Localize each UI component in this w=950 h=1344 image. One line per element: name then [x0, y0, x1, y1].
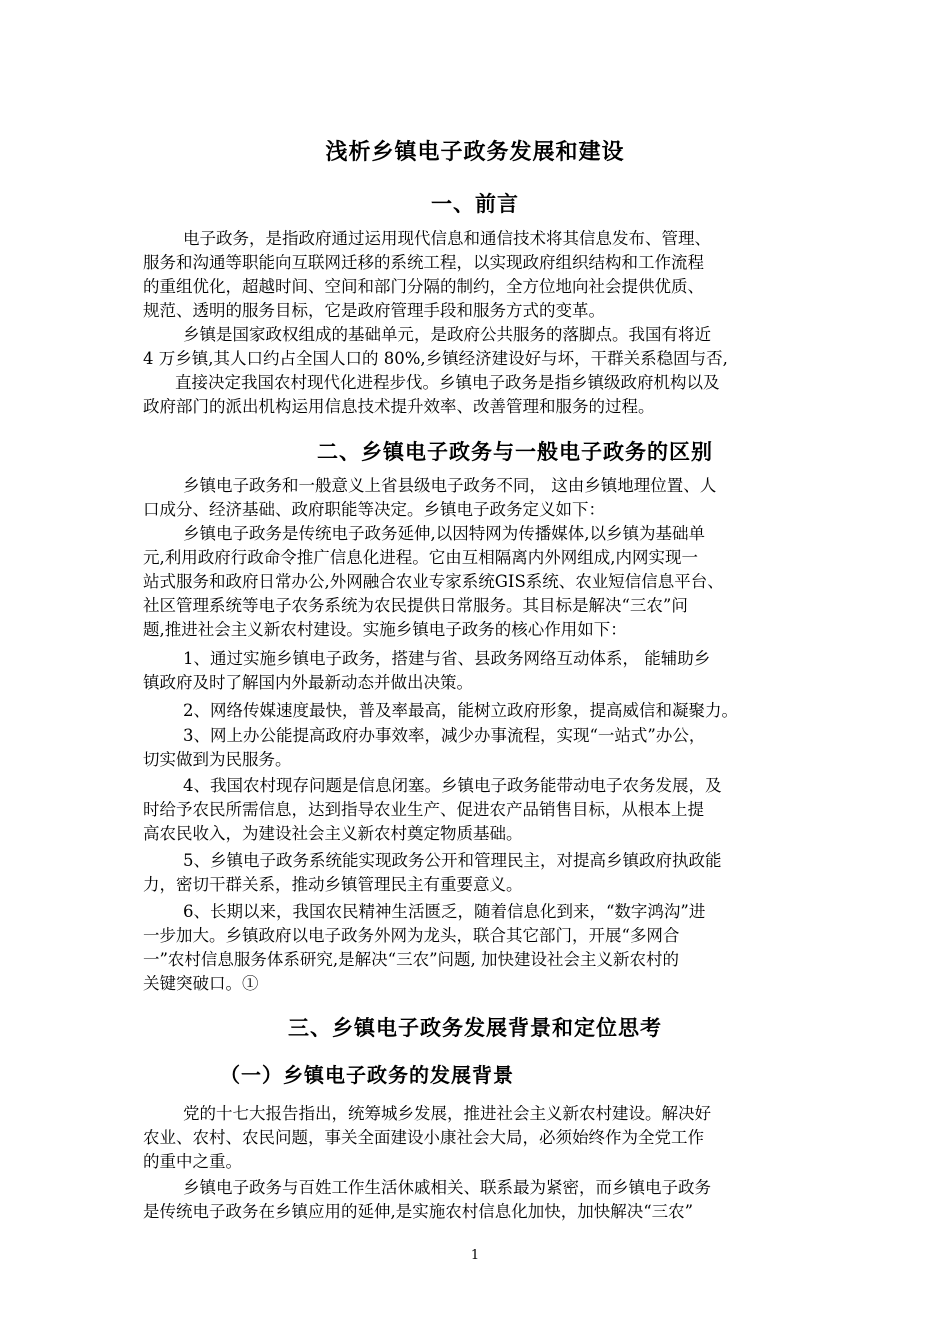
- section-heading-1: 一、前言: [431, 192, 519, 216]
- paragraph-line: 政府部门的派出机构运用信息技术提升效率、改善管理和服务的过程。: [143, 397, 655, 416]
- paragraph-line: 是传统电子政务在乡镇应用的延伸,是实施农村信息化加快，加快解决“三农”: [143, 1202, 694, 1221]
- paragraph-line: 4 万乡镇,其人口约占全国人口的 80%,乡镇经济建设好与坏，干群关系稳固与否,: [143, 349, 728, 368]
- paragraph-line: 关键突破口。①: [143, 974, 259, 993]
- paragraph-line: 直接决定我国农村现代化进程步伐。乡镇电子政务是指乡镇级政府机构以及: [175, 373, 720, 392]
- paragraph-line: 力，密切干群关系，推动乡镇管理民主有重要意义。: [143, 875, 523, 894]
- paragraph-line: 的重组优化，超越时间、空间和部门分隔的制约，全方位地向社会提供优质、: [143, 277, 704, 296]
- paragraph-line: 党的十七大报告指出，统筹城乡发展，推进社会主义新农村建设。解决好: [183, 1104, 711, 1123]
- paragraph-line: 服务和沟通等职能向互联网迁移的系统工程，以实现政府组织结构和工作流程: [143, 253, 704, 272]
- list-item: 4、我国农村现存问题是信息闭塞。乡镇电子政务能带动电子农务发展，及: [183, 776, 722, 795]
- section-heading-3: 三、乡镇电子政务发展背景和定位思考: [288, 1016, 662, 1040]
- paragraph-line: 乡镇是国家政权组成的基础单元，是政府公共服务的落脚点。我国有将近: [183, 325, 711, 344]
- paragraph-line: 题,推进社会主义新农村建设。实施乡镇电子政务的核心作用如下：: [143, 620, 627, 639]
- paragraph-line: 社区管理系统等电子农务系统为农民提供日常服务。其目标是解决“三农”问: [143, 596, 688, 615]
- list-item: 2、网络传媒速度最快，普及率最高，能树立政府形象，提高威信和凝聚力。: [183, 701, 738, 720]
- paragraph-line: 高农民收入，为建设社会主义新农村奠定物质基础。: [143, 824, 523, 843]
- paragraph-line: 切实做到为民服务。: [143, 750, 292, 769]
- list-item: 5、乡镇电子政务系统能实现政务公开和管理民主，对提高乡镇政府执政能: [183, 851, 722, 870]
- document-title: 浅析乡镇电子政务发展和建设: [325, 140, 625, 165]
- paragraph-line: 的重中之重。: [143, 1152, 242, 1171]
- paragraph-line: 一”农村信息服务体系研究,是解决“三农”问题, 加快建设社会主义新农村的: [143, 950, 680, 969]
- paragraph-line: 口成分、经济基础、政府职能等决定。乡镇电子政务定义如下：: [143, 500, 605, 519]
- paragraph-line: 站式服务和政府日常办公,外网融合农业专家系统GIS系统、农业短信信息平台、: [143, 572, 724, 591]
- paragraph-line: 一步加大。乡镇政府以电子政务外网为龙头，联合其它部门，开展“多网合: [143, 926, 680, 945]
- page-number: 1: [470, 1248, 480, 1263]
- list-item: 3、网上办公能提高政府办事效率，减少办事流程，实现“一站式”办公，: [183, 726, 706, 745]
- paragraph-line: 乡镇电子政务和一般意义上省县级电子政务不同， 这由乡镇地理位置、人: [183, 476, 717, 495]
- paragraph-line: 规范、透明的服务目标，它是政府管理手段和服务方式的变革。: [143, 301, 605, 320]
- list-item: 6、长期以来，我国农民精神生活匮乏，随着信息化到来，“数字鸿沟”进: [183, 902, 706, 921]
- paragraph-line: 元,利用政府行政命令推广信息化进程。它由互相隔离内外网组成,内网实现一: [143, 548, 698, 567]
- subsection-heading: （一）乡镇电子政务的发展背景: [220, 1063, 514, 1087]
- paragraph-line: 镇政府及时了解国内外最新动态并做出决策。: [143, 673, 473, 692]
- paragraph-line: 乡镇电子政务是传统电子政务延伸,以因特网为传播媒体,以乡镇为基础单: [183, 524, 705, 543]
- list-item: 1、通过实施乡镇电子政务，搭建与省、县政务网络互动体系， 能辅助乡: [183, 649, 711, 668]
- paragraph-line: 电子政务，是指政府通过运用现代信息和通信技术将其信息发布、管理、: [183, 229, 711, 248]
- paragraph-line: 乡镇电子政务与百姓工作生活休戚相关、联系最为紧密，而乡镇电子政务: [183, 1178, 711, 1197]
- paragraph-line: 农业、农村、农民问题，事关全面建设小康社会大局，必须始终作为全党工作: [143, 1128, 704, 1147]
- paragraph-line: 时给予农民所需信息，达到指导农业生产、促进农产品销售目标，从根本上提: [143, 800, 704, 819]
- section-heading-2: 二、乡镇电子政务与一般电子政务的区别: [317, 440, 713, 464]
